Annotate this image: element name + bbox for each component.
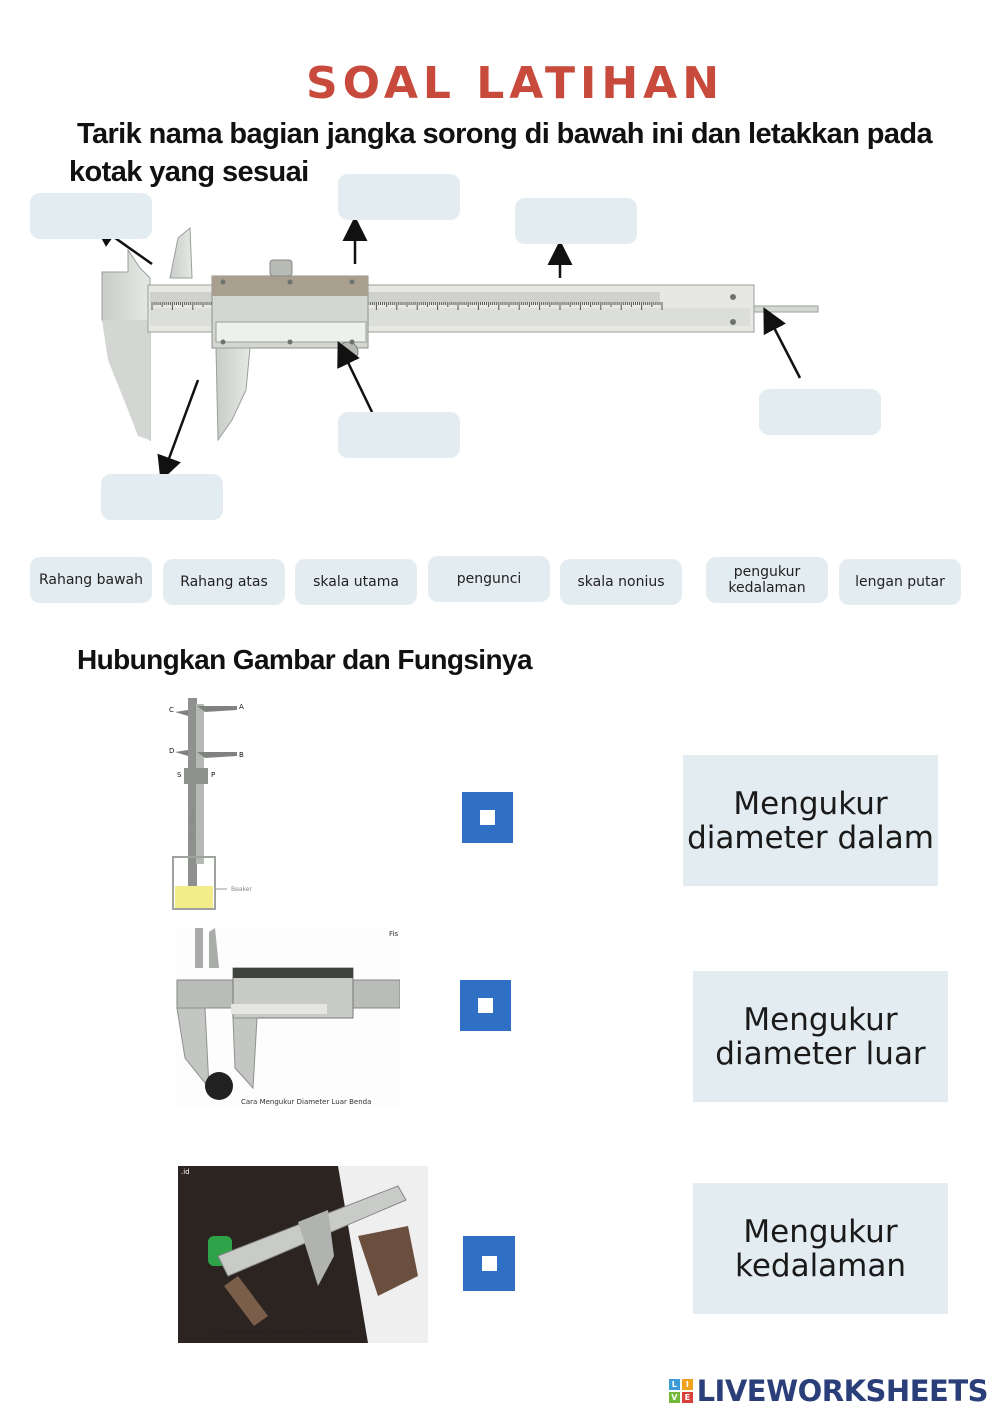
word-chip-rahang-bawah[interactable]: Rahang bawah — [30, 557, 152, 603]
depth-measurement-photo — [165, 696, 265, 912]
function-box-kedalaman[interactable]: Mengukur kedalaman — [693, 1183, 948, 1314]
match-dot-center — [482, 1256, 497, 1271]
label-beaker: Beaker — [231, 886, 252, 893]
match-dot-center — [480, 810, 495, 825]
label-b: B — [239, 751, 244, 759]
mark-letter-e: E — [682, 1392, 693, 1403]
matching-heading: Hubungkan Gambar dan Fungsinya — [77, 644, 532, 675]
label-p: P — [211, 771, 216, 779]
mark-letter-i: I — [682, 1379, 693, 1390]
drop-zone-2[interactable] — [338, 174, 460, 220]
caption-outer-diameter: Cara Mengukur Diameter Luar Benda — [241, 1098, 372, 1106]
word-chip-skala-utama[interactable]: skala utama — [295, 559, 417, 605]
label-d: D — [169, 747, 175, 755]
match-dot-center — [478, 998, 493, 1013]
word-chip-rahang-atas[interactable]: Rahang atas — [163, 559, 285, 605]
outer-diameter-caliper-photo — [175, 928, 400, 1108]
label-s: S — [177, 771, 182, 779]
match-dot-2[interactable] — [460, 980, 511, 1031]
drop-zone-4[interactable] — [759, 389, 881, 435]
label-main-scale: Main scale — [188, 810, 195, 842]
label-a: A — [239, 703, 244, 711]
word-chip-skala-nonius[interactable]: skala nonius — [560, 559, 682, 605]
vernier-caliper-illustration — [0, 210, 1000, 500]
instruction-line-1: Tarik nama bagian jangka sorong di bawah ini dan letakkan pada — [77, 118, 933, 150]
word-chip-lengan-putar[interactable]: lengan putar — [839, 559, 961, 605]
function-box-diameter-luar[interactable]: Mengukur diameter luar — [693, 971, 948, 1102]
page-title: SOAL LATIHAN — [305, 58, 725, 109]
liveworksheets-mark-icon — [669, 1379, 693, 1403]
inner-diameter-caliper-photo — [178, 1166, 428, 1343]
drop-zone-3[interactable] — [515, 198, 637, 244]
word-chip-pengunci[interactable]: pengunci — [428, 556, 550, 602]
corner-label-inner: .id — [181, 1168, 190, 1176]
liveworksheets-brand: LIVEWORKSHEETS — [696, 1374, 988, 1408]
instruction-line-2: kotak yang sesuai — [69, 156, 309, 188]
match-dot-1[interactable] — [462, 792, 513, 843]
mark-letter-l: L — [669, 1379, 680, 1390]
function-box-diameter-dalam[interactable]: Mengukur diameter dalam — [683, 755, 938, 886]
label-c: C — [169, 706, 174, 714]
caption-inner-diameter: Cara Mengukur Diameter Dalam Benda — [214, 1328, 352, 1336]
mark-letter-v: V — [669, 1392, 680, 1403]
drop-zone-1[interactable] — [30, 193, 152, 239]
word-chip-pengukur-kedalaman[interactable]: pengukur kedalaman — [706, 557, 828, 603]
match-dot-3[interactable] — [463, 1236, 515, 1291]
drop-zone-6[interactable] — [101, 474, 223, 520]
drop-zone-5[interactable] — [338, 412, 460, 458]
liveworksheets-logo — [669, 1374, 988, 1408]
corner-label-outer: Fis — [389, 930, 399, 938]
